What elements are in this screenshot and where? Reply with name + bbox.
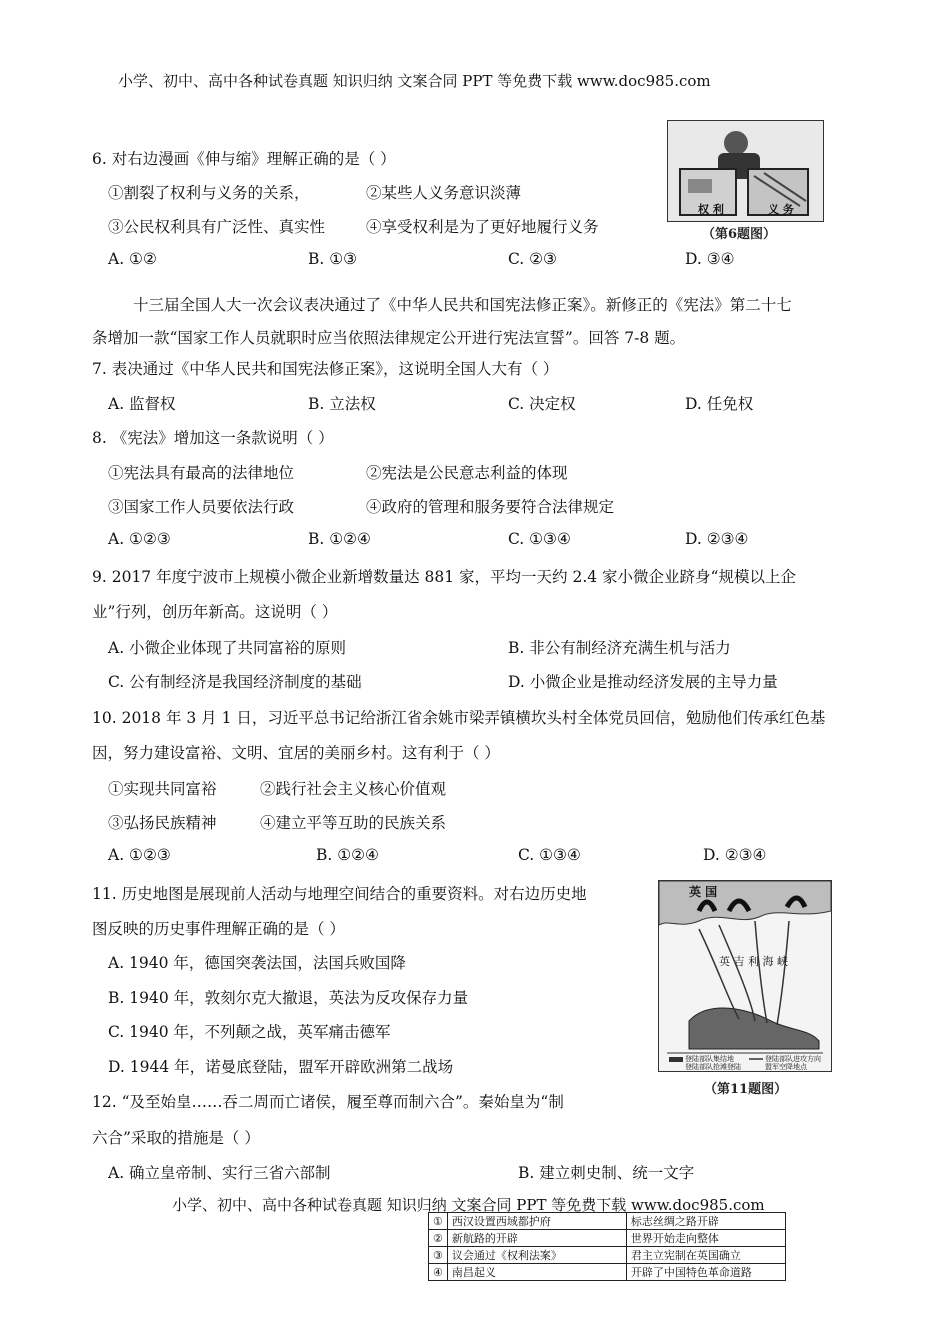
cartoon-drawing [668, 121, 823, 221]
q7-option-d[interactable]: D. 任免权 [685, 395, 754, 413]
q10-stem-line1: 10. 2018 年 3 月 1 日，习近平总书记给浙江省余姚市梁弄镇横坎头村全体党员回信，勉励他们传承红色基 [92, 709, 826, 727]
q11-stem-line2: 图反映的历史事件理解正确的是（ ） [92, 920, 345, 938]
q9-stem-line2: 业”行列，创历年新高。这说明（ ） [92, 603, 338, 621]
q7-option-a[interactable]: A. 监督权 [108, 395, 176, 413]
q12-stem-line2: 六合”采取的措施是（ ） [92, 1129, 260, 1147]
q7-option-c[interactable]: C. 决定权 [508, 395, 576, 413]
table-cell-num: ④ [429, 1264, 448, 1281]
map-legend-4: 盟军空降地点 [765, 1063, 807, 1071]
q8-option-c[interactable]: C. ①③④ [508, 530, 571, 548]
intro-7-8-line2: 条增加一款“国家工作人员就职时应当依照法律规定公开进行宪法宣誓”。回答 7-8 题。 [92, 329, 686, 347]
table-cell-event: 西汉设置西域都护府 [447, 1213, 626, 1230]
q7-option-b[interactable]: B. 立法权 [308, 395, 376, 413]
cartoon-label-rights: 权 利 [698, 203, 724, 216]
table-cell-result: 开辟了中国特色革命道路 [626, 1264, 785, 1281]
table-cell-result: 君主立宪制在英国确立 [626, 1247, 785, 1264]
q6-statement-3: ③公民权利具有广泛性、真实性 [108, 218, 326, 236]
q11-option-d[interactable]: D. 1944 年，诺曼底登陆，盟军开辟欧洲第二战场 [108, 1058, 454, 1076]
q10-stem-line2: 因，努力建设富裕、文明、宜居的美丽乡村。这有利于（ ） [92, 744, 500, 762]
page-header: 小学、初中、高中各种试卷真题 知识归纳 文案合同 PPT 等免费下载 www.doc985.com [118, 72, 711, 90]
q12-option-a[interactable]: A. 确立皇帝制、实行三省六部制 [108, 1164, 331, 1182]
map-drawing [659, 881, 831, 1071]
table-row [429, 1264, 786, 1281]
q6-cartoon-figure [667, 120, 824, 222]
table-cell-event: 南昌起义 [447, 1264, 626, 1281]
q11-option-c[interactable]: C. 1940 年，不列颠之战，英军痛击德军 [108, 1023, 391, 1041]
q10-option-a[interactable]: A. ①②③ [108, 846, 171, 864]
q10-statement-4: ④建立平等互助的民族关系 [260, 814, 447, 832]
q8-stem: 8. 《宪法》增加这一条款说明（ ） [92, 429, 334, 447]
q9-option-d[interactable]: D. 小微企业是推动经济发展的主导力量 [508, 673, 778, 691]
q8-statement-1: ①宪法具有最高的法律地位 [108, 464, 295, 482]
q8-statement-2: ②宪法是公民意志利益的体现 [366, 464, 568, 482]
q6-option-c[interactable]: C. ②③ [508, 250, 557, 268]
table-row [429, 1247, 786, 1264]
intro-7-8-line1: 十三届全国人大一次会议表决通过了《中华人民共和国宪法修正案》。新修正的《宪法》第二十七 [133, 296, 792, 314]
q6-statement-2: ②某些人义务意识淡薄 [366, 184, 522, 202]
map-legend-1: 登陆部队集结地 [685, 1055, 734, 1063]
q8-statement-3: ③国家工作人员要依法行政 [108, 498, 295, 516]
q9-option-c[interactable]: C. 公有制经济是我国经济制度的基础 [108, 673, 362, 691]
q11-stem-line1: 11. 历史地图是展现前人活动与地理空间结合的重要资料。对右边历史地 [92, 885, 587, 903]
q12-option-b[interactable]: B. 建立刺史制、统一文字 [518, 1164, 695, 1182]
q10-statement-3: ③弘扬民族精神 [108, 814, 217, 832]
q10-statement-2: ②践行社会主义核心价值观 [260, 780, 447, 798]
q8-option-a[interactable]: A. ①②③ [108, 530, 171, 548]
q6-statement-4: ④享受权利是为了更好地履行义务 [366, 218, 599, 236]
table-cell-num: ① [429, 1213, 448, 1230]
q7-stem: 7. 表决通过《中华人民共和国宪法修正案》，这说明全国人大有（ ） [92, 360, 559, 378]
q6-statement-1: ①割裂了权利与义务的关系， [108, 184, 310, 202]
q10-option-d[interactable]: D. ②③④ [703, 846, 767, 864]
q6-figure-caption: （第6题图） [702, 227, 777, 242]
table-cell-result: 世界开始走向整体 [626, 1230, 785, 1247]
q11-option-b[interactable]: B. 1940 年，敦刻尔克大撤退，英法为反攻保存力量 [108, 989, 469, 1007]
q10-option-c[interactable]: C. ①③④ [518, 846, 581, 864]
q9-option-b[interactable]: B. 非公有制经济充满生机与活力 [508, 639, 731, 657]
page-footer: 小学、初中、高中各种试卷真题 知识归纳 文案合同 PPT 等免费下载 www.doc985.com [172, 1196, 765, 1214]
q11-figure-caption: （第11题图） [704, 1082, 788, 1097]
cartoon-label-duties: 义 务 [768, 203, 794, 216]
map-legend-2: 登陆部队进攻方向 [765, 1055, 821, 1063]
q9-stem-line1: 9. 2017 年度宁波市上规模小微企业新增数量达 881 家，平均一天约 2.4 家小微企业跻身“规模以上企 [92, 568, 796, 586]
q6-option-d[interactable]: D. ③④ [685, 250, 735, 268]
q11-map-figure [658, 880, 832, 1072]
map-label-england: 英 国 [689, 885, 718, 899]
q6-option-b[interactable]: B. ①③ [308, 250, 358, 268]
q6-stem: 6. 对右边漫画《伸与缩》理解正确的是（ ） [92, 150, 396, 168]
q9-option-a[interactable]: A. 小微企业体现了共同富裕的原则 [108, 639, 347, 657]
q13-table [428, 1212, 786, 1281]
q8-option-d[interactable]: D. ②③④ [685, 530, 749, 548]
q13-table-wrap [428, 1212, 786, 1281]
table-cell-num: ③ [429, 1247, 448, 1264]
table-row [429, 1213, 786, 1230]
q8-option-b[interactable]: B. ①②④ [308, 530, 371, 548]
q10-option-b[interactable]: B. ①②④ [316, 846, 379, 864]
table-cell-result: 标志丝绸之路开辟 [626, 1213, 785, 1230]
q8-statement-4: ④政府的管理和服务要符合法律规定 [366, 498, 615, 516]
q11-option-a[interactable]: A. 1940 年，德国突袭法国，法国兵败国降 [108, 954, 406, 972]
map-label-channel: 英 吉 利 海 峡 [719, 955, 788, 968]
table-row [429, 1230, 786, 1247]
table-cell-event: 新航路的开辟 [447, 1230, 626, 1247]
q12-stem-line1: 12. “及至始皇……吞二周而亡诸侯，履至尊而制六合”。秦始皇为“制 [92, 1093, 564, 1111]
map-legend-3: 登陆部队抢滩登陆 [685, 1063, 741, 1071]
q10-statement-1: ①实现共同富裕 [108, 780, 217, 798]
q6-option-a[interactable]: A. ①② [108, 250, 157, 268]
table-cell-event: 议会通过《权利法案》 [447, 1247, 626, 1264]
table-cell-num: ② [429, 1230, 448, 1247]
